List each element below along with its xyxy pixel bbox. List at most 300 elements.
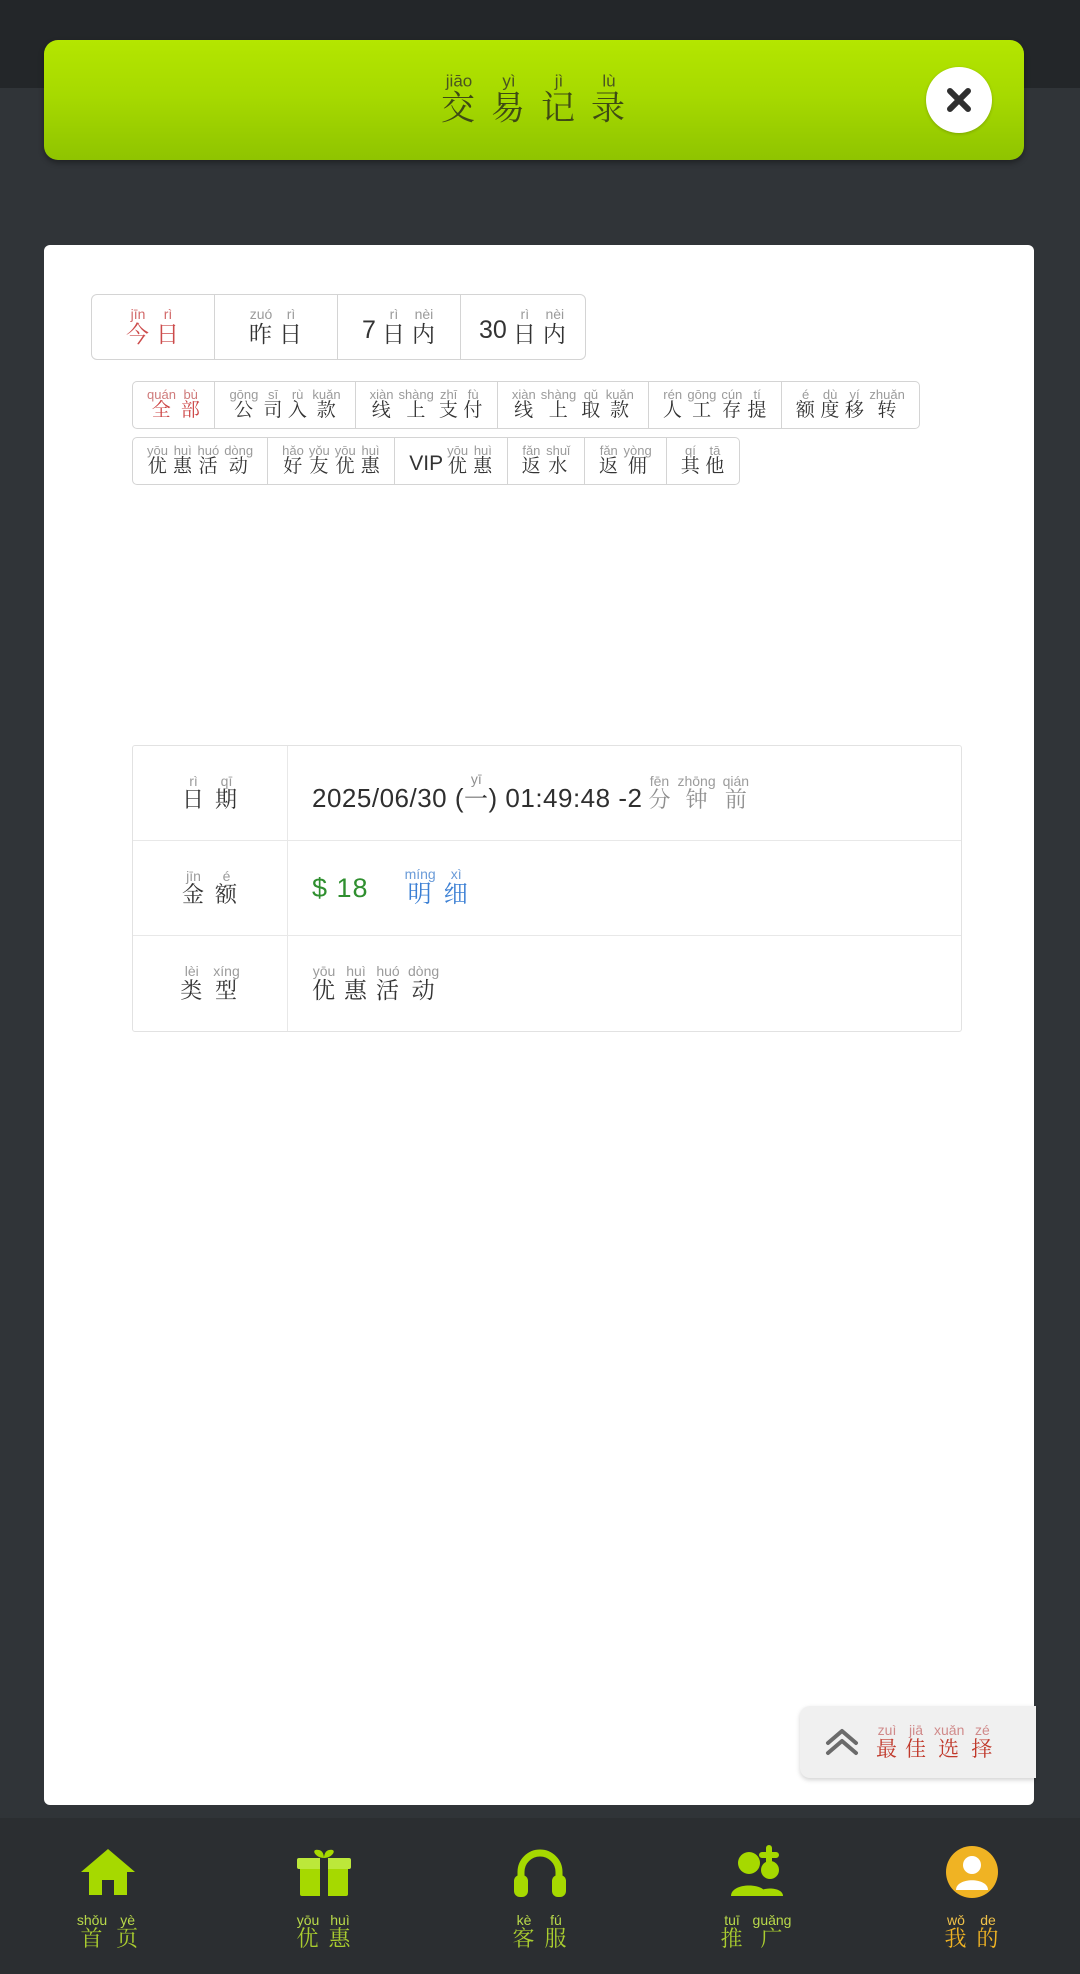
close-button[interactable] [926, 67, 992, 133]
tab-char [126, 307, 150, 347]
title-char [441, 72, 477, 127]
user-circle-icon [941, 1841, 1003, 1903]
hanzi: 支 [438, 400, 459, 422]
pinyin: rì [389, 306, 399, 322]
pinyin: jiāo [445, 71, 473, 91]
pinyin: qí [685, 442, 696, 458]
chip-label [447, 444, 492, 479]
nav-label-profile [944, 1913, 999, 1952]
pinyin: cún [721, 386, 743, 402]
chip-char [439, 388, 459, 423]
chip-label [796, 388, 905, 423]
chip-char [147, 444, 168, 479]
hanzi: 取 [581, 400, 601, 422]
tab-char [279, 307, 303, 347]
pinyin: zhuǎn [869, 386, 905, 402]
hanzi: 日 [381, 320, 406, 347]
type-value [312, 964, 439, 1004]
pinyin: qī [220, 772, 233, 789]
chip-char [361, 444, 381, 479]
pinyin: quán [147, 386, 176, 402]
pill-char [905, 1723, 927, 1761]
pinyin: kuǎn [605, 386, 634, 402]
hanzi: 期 [215, 787, 239, 813]
hanzi: 全 [151, 400, 172, 422]
category-chip-r1-2[interactable] [355, 381, 498, 429]
hanzi: 我 [944, 1926, 968, 1952]
chip-label [681, 444, 725, 479]
hanzi: 返 [598, 456, 619, 478]
chip-char [370, 388, 394, 423]
chip-char [463, 388, 483, 423]
pinyin: dòng [408, 962, 440, 979]
category-chip-r2-2[interactable] [394, 437, 507, 485]
hanzi: 额 [795, 400, 816, 422]
pinyin: yì [502, 71, 516, 91]
pinyin: huì [473, 442, 492, 458]
home-icon [77, 1841, 139, 1903]
chip-char [687, 388, 716, 423]
record-label-amount [133, 841, 288, 935]
pinyin: xì [450, 866, 462, 883]
pinyin: yōu [147, 442, 168, 458]
pinyin: huì [346, 962, 366, 979]
pinyin: guǎng [752, 1911, 792, 1928]
label-char [215, 774, 238, 813]
hanzi: 线 [514, 400, 534, 422]
hanzi: 额 [215, 882, 239, 908]
chip-char [229, 388, 258, 423]
pill-char [876, 1723, 898, 1761]
hanzi: 返 [521, 456, 542, 478]
pinyin: yōu [447, 442, 469, 458]
tab-char [249, 307, 273, 347]
pinyin: jīn [186, 867, 201, 884]
pinyin: huó [376, 962, 400, 979]
pill-char [934, 1723, 964, 1761]
ago-char [677, 774, 715, 813]
nav-item-profile[interactable] [864, 1818, 1080, 1974]
best-choice-pill[interactable] [800, 1706, 1036, 1778]
tab-char [513, 307, 537, 347]
pinyin: yè [120, 1911, 136, 1928]
nav-char [77, 1913, 107, 1952]
hanzi: 惠 [172, 456, 193, 478]
chip-char [288, 388, 308, 423]
date-range-tab-3[interactable] [460, 294, 586, 360]
date-range-tab-1[interactable] [214, 294, 338, 360]
category-filter-chips [132, 381, 962, 485]
hanzi: 人 [662, 400, 683, 422]
chip-label [522, 444, 570, 479]
hanzi: 优 [296, 1926, 320, 1952]
hanzi: 入 [287, 400, 308, 422]
hanzi: 推 [720, 1926, 744, 1952]
pinyin: yòng [623, 442, 652, 458]
hanzi: 款 [316, 400, 337, 422]
chip-label [663, 388, 767, 423]
hanzi: 转 [877, 400, 897, 422]
pinyin: huó [197, 442, 220, 458]
type-char [312, 964, 336, 1004]
content-card [44, 245, 1034, 1805]
hanzi: 内 [411, 320, 436, 347]
amount-value: $ 18 [312, 872, 369, 903]
hanzi: 线 [371, 400, 392, 422]
hanzi: 昨 [249, 320, 273, 347]
pinyin: zuì [877, 1722, 897, 1739]
label-char [180, 964, 203, 1003]
hanzi: 日 [181, 787, 205, 813]
hanzi: 佳 [905, 1737, 927, 1761]
chip-label [147, 388, 200, 423]
hanzi: 最 [876, 1737, 898, 1761]
hanzi: 优 [335, 456, 356, 478]
pinyin: zé [974, 1722, 990, 1739]
record-value-amount [288, 841, 961, 935]
chip-char [546, 444, 570, 479]
pinyin: rì [286, 306, 296, 322]
pinyin: jì [554, 71, 564, 91]
pinyin: xíng [213, 963, 240, 980]
hanzi: 公 [234, 400, 254, 422]
nav-label-support [512, 1913, 567, 1952]
chip-char [147, 388, 176, 423]
hanzi: 择 [971, 1737, 994, 1761]
hanzi: 细 [443, 881, 469, 909]
chip-char [312, 388, 340, 423]
nav-label-home [77, 1913, 139, 1952]
chip-char [512, 388, 536, 423]
tab-number: 7 [362, 315, 376, 344]
nav-label-promotions [296, 1913, 351, 1952]
tab-char [543, 307, 567, 347]
bottom-navigation [0, 1818, 1080, 1974]
pinyin: sī [268, 386, 279, 402]
chip-char [282, 444, 304, 479]
hanzi: 的 [976, 1926, 1000, 1952]
pinyin: shuǐ [546, 442, 570, 458]
detail-link[interactable] [405, 867, 469, 908]
chip-char [663, 388, 683, 423]
headset-icon [509, 1841, 571, 1903]
date-range-tab-0[interactable] [91, 294, 215, 360]
category-chip-r1-1[interactable] [214, 381, 355, 429]
relative-time [648, 774, 749, 813]
tab-char [156, 307, 180, 347]
chip-prefix-text: VIP [409, 452, 444, 475]
detail-char [444, 867, 469, 908]
chevron-up-double-icon [822, 1724, 862, 1760]
hanzi: 司 [263, 400, 283, 422]
record-label-type [133, 936, 288, 1031]
pinyin: rì [520, 306, 530, 322]
pinyin: rù [291, 386, 304, 402]
tab-label [513, 307, 567, 347]
pinyin: tuī [724, 1911, 740, 1928]
chip-char [197, 444, 219, 479]
hanzi: 他 [705, 456, 725, 478]
tab-label [249, 307, 303, 347]
pinyin: yǒu [308, 442, 330, 458]
label-char [215, 869, 238, 908]
hanzi: 类 [180, 977, 204, 1003]
nav-char [116, 1913, 139, 1952]
hanzi: 其 [680, 456, 701, 478]
chip-char [335, 444, 356, 479]
hanzi: 型 [214, 977, 238, 1003]
nav-char [721, 1913, 744, 1952]
hanzi: 活 [198, 456, 219, 478]
page-header [44, 40, 1024, 160]
pinyin: rì [163, 306, 173, 322]
date-range-tabs [91, 294, 585, 360]
hanzi: 水 [548, 456, 568, 478]
nav-item-home[interactable] [0, 1818, 216, 1974]
label-char [182, 869, 205, 908]
chip-char [398, 388, 433, 423]
pinyin: jīn [130, 306, 146, 322]
hanzi: 首 [80, 1926, 104, 1952]
hanzi: 优 [147, 456, 168, 478]
pinyin: dòng [224, 442, 254, 458]
pinyin: wǒ [947, 1911, 965, 1928]
category-chip-r2-5[interactable] [666, 437, 740, 485]
category-chip-r2-3[interactable] [507, 437, 585, 485]
chip-char [747, 388, 767, 423]
pinyin: de [980, 1911, 996, 1928]
hanzi: 前 [724, 787, 747, 813]
pinyin: rì [189, 772, 198, 789]
pinyin: fǎn [599, 442, 618, 458]
chip-char [224, 444, 253, 479]
chip-char [581, 388, 601, 423]
tab-label [382, 307, 436, 347]
date-range-tab-2[interactable] [337, 294, 461, 360]
pinyin: é [222, 867, 231, 884]
category-chip-r2-1[interactable] [267, 437, 395, 485]
pinyin: huì [361, 442, 380, 458]
hanzi: 服 [544, 1926, 568, 1952]
detail-char [405, 867, 436, 908]
hanzi: 工 [692, 400, 712, 422]
tab-char [412, 307, 436, 347]
category-chip-r2-0[interactable] [132, 437, 268, 485]
chip-char [705, 444, 725, 479]
pinyin: fù [467, 386, 479, 402]
type-char [344, 964, 368, 1004]
hanzi: 日 [512, 320, 537, 347]
record-value-date [288, 746, 961, 840]
date-suffix: ) 01:49:48 -2 [488, 782, 643, 813]
hanzi: 惠 [473, 456, 493, 478]
pinyin: tā [709, 442, 721, 458]
hanzi: 友 [309, 456, 330, 478]
hanzi: 部 [180, 400, 201, 422]
hanzi: 客 [512, 1926, 536, 1952]
hanzi: 优 [447, 456, 468, 478]
pinyin: é [801, 386, 810, 402]
ago-char [723, 774, 749, 813]
tab-label [126, 307, 180, 347]
record-row-date [133, 746, 961, 841]
hanzi: 活 [376, 977, 400, 1004]
category-chip-r1-5[interactable] [781, 381, 920, 429]
chip-label [282, 444, 380, 479]
pinyin: fú [550, 1911, 562, 1928]
pinyin: zuó [249, 306, 273, 322]
hanzi: 度 [820, 400, 840, 422]
pinyin: fǎn [522, 442, 541, 458]
chip-row-2 [132, 437, 962, 485]
label-char [213, 964, 239, 1003]
nav-char [944, 1913, 967, 1952]
chip-char [845, 388, 865, 423]
chip-label [512, 388, 634, 423]
hanzi: 上 [406, 400, 426, 422]
hanzi: 惠 [328, 1926, 352, 1952]
pinyin: kè [516, 1911, 532, 1928]
record-value-type [288, 936, 961, 1031]
type-char [408, 964, 439, 1004]
pinyin: xiàn [511, 386, 536, 402]
hanzi: 日 [156, 320, 180, 347]
pinyin: dù [822, 386, 838, 402]
tab-number: 30 [479, 315, 507, 344]
hanzi: 页 [116, 1926, 140, 1952]
hanzi: 动 [411, 977, 436, 1004]
hanzi: 优 [312, 977, 336, 1004]
chip-label [229, 388, 340, 423]
pinyin: jiā [908, 1722, 923, 1739]
pinyin: kuǎn [312, 386, 341, 402]
nav-char [545, 1913, 568, 1952]
title-char [541, 72, 577, 127]
category-chip-r1-4[interactable] [648, 381, 782, 429]
pinyin: tí [753, 386, 761, 402]
title-char [591, 72, 627, 127]
hanzi: 款 [610, 400, 630, 422]
record-row-amount [133, 841, 961, 936]
hanzi: 上 [548, 400, 569, 422]
weekday-ruby: yī 一 [464, 771, 489, 814]
type-char [376, 964, 400, 1004]
pinyin: nèi [545, 306, 565, 322]
record-row-type [133, 936, 961, 1031]
chip-char [309, 444, 330, 479]
chip-label [370, 388, 483, 423]
hanzi: 惠 [360, 456, 381, 478]
hanzi: 选 [938, 1737, 961, 1761]
category-chip-r1-0[interactable] [132, 381, 215, 429]
pinyin: rén [663, 386, 683, 402]
category-chip-r1-3[interactable] [497, 381, 649, 429]
add-user-icon [725, 1841, 787, 1903]
chip-char [624, 444, 652, 479]
hanzi: 惠 [344, 977, 368, 1004]
pinyin: huì [330, 1911, 350, 1928]
nav-char [329, 1913, 352, 1952]
title-char [491, 72, 527, 127]
pinyin: shàng [540, 386, 577, 402]
hanzi: 记 [541, 89, 577, 128]
nav-char [512, 1913, 535, 1952]
chip-char [173, 444, 193, 479]
pinyin: zhī [439, 386, 458, 402]
pinyin: xiàn [369, 386, 394, 402]
pill-char [971, 1723, 993, 1761]
pinyin: zhōng [677, 772, 716, 789]
hanzi: 移 [844, 400, 865, 422]
chip-label [147, 444, 253, 479]
hanzi: 分 [648, 787, 671, 813]
pinyin: yōu [312, 962, 336, 979]
ago-char [648, 774, 670, 813]
pinyin: yí [849, 386, 860, 402]
hanzi: 存 [722, 400, 742, 422]
pinyin: hǎo [282, 442, 304, 458]
hanzi: 钟 [685, 787, 708, 813]
nav-item-referral[interactable] [648, 1818, 864, 1974]
hanzi: 广 [760, 1926, 784, 1952]
pinyin: huì [173, 442, 192, 458]
hanzi: 付 [463, 400, 483, 422]
nav-label-referral [721, 1913, 792, 1952]
nav-item-support[interactable] [432, 1818, 648, 1974]
chip-char [820, 388, 840, 423]
transaction-record [132, 745, 962, 1032]
nav-char [296, 1913, 319, 1952]
pinyin: nèi [414, 306, 434, 322]
hanzi: 提 [747, 400, 767, 422]
label-char [182, 774, 205, 813]
chip-char [721, 388, 742, 423]
date-prefix: 2025/06/30 ( [312, 782, 465, 813]
chip-char [681, 444, 701, 479]
chip-char [263, 388, 283, 423]
hanzi: 易 [491, 89, 527, 128]
pinyin: bù [183, 386, 198, 402]
pinyin: xuǎn [934, 1722, 965, 1739]
pinyin: qián [722, 772, 750, 789]
hanzi: 明 [407, 881, 433, 909]
chip-char [473, 444, 493, 479]
pinyin: qǔ [583, 386, 599, 402]
close-icon [942, 83, 976, 117]
chip-char [522, 444, 542, 479]
pinyin: shàng [398, 386, 434, 402]
pinyin: yōu [296, 1911, 320, 1928]
hanzi: 交 [441, 89, 477, 128]
nav-char [977, 1913, 1000, 1952]
pinyin: gōng [229, 386, 259, 402]
gift-icon [293, 1841, 355, 1903]
nav-item-promotions[interactable] [216, 1818, 432, 1974]
category-chip-r2-4[interactable] [584, 437, 667, 485]
chip-char [447, 444, 468, 479]
pinyin: shǒu [76, 1911, 108, 1928]
chip-char [796, 388, 816, 423]
chip-char [599, 444, 619, 479]
chip-row-1 [132, 381, 962, 429]
chip-label [599, 444, 652, 479]
pinyin: míng [404, 866, 436, 883]
hanzi: 动 [228, 456, 249, 478]
chip-char [606, 388, 634, 423]
transaction-datetime [312, 772, 642, 813]
tab-char [382, 307, 406, 347]
hanzi: 录 [591, 89, 627, 128]
